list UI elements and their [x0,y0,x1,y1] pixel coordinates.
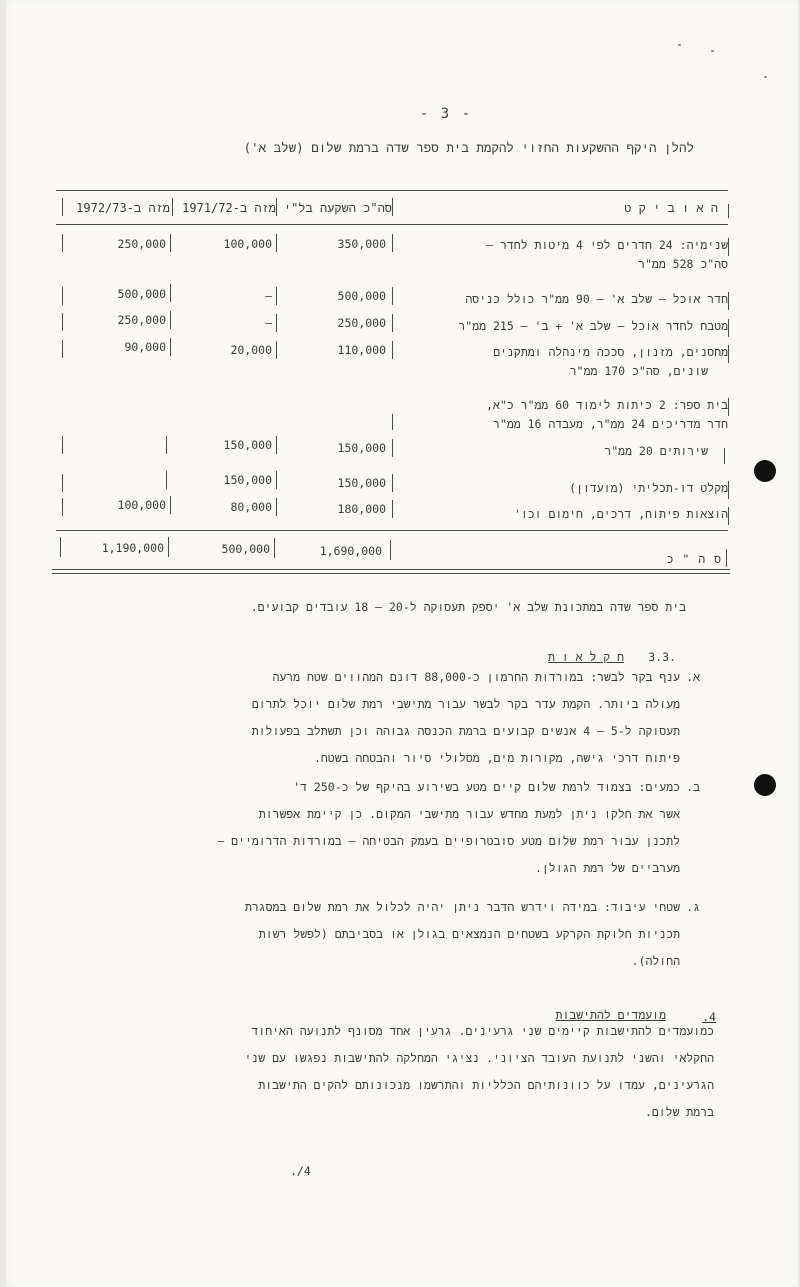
cell-bar [62,234,63,252]
column-divider [728,204,729,218]
section-title: ח ק ל א ו ת [547,650,624,664]
paragraph-line: החקלאי והשני לתנועת העובד הציוני. נציגי המחלקה להתישבות נפגשו עם שני [244,1051,714,1065]
cell-bar [276,287,277,305]
cell-1972: 90,000 [124,340,166,354]
cell-bar [392,341,393,359]
row-bar [724,448,725,464]
paragraph-line: ברמת שלום. [644,1105,714,1119]
cell-bar [166,436,167,454]
item-letter: ג. [686,900,700,914]
cell-bar [392,314,393,332]
column-divider [172,198,173,216]
cell-bar [62,313,63,331]
table-bottom-rule-double [52,573,730,574]
row-description-line: מטבח לחדר אוכל – שלב א' + ב' – 215 ממ"ר [458,319,728,333]
totals-label: ס ה " כ [666,552,722,566]
cell-total: 250,000 [337,316,386,330]
column-divider [276,198,277,216]
row-description [406,236,728,274]
cell-bar [60,537,61,557]
table-heading: להלן היקף ההשקעות החזוי להקמת בית ספר שדה ברמת שלום (שלב א') [243,140,694,155]
cell-bar [392,439,393,457]
cell-bar [170,234,171,252]
cell-1972: 100,000 [117,498,166,512]
row-bar [726,549,727,567]
cell-1971: 80,000 [230,500,272,514]
row-description-line: מחסנים, מזנון, סככה מינהלה ומתקנים [493,345,728,359]
cell-total: 150,000 [337,476,386,490]
cell-bar [170,338,171,356]
paragraph-line: תכניות חלוקת הקרקע בשטחים הנמצאים בגולן או בסביבתם (לפשל רשות [258,927,680,941]
paragraph-line: אשר את חלקו ניתן למעת מחדש עבור מתישבי המקום. כן קיימת אפשרות [258,807,680,821]
paragraph-line: החולה). [631,954,680,968]
employment-note: בית ספר שדה במתכונת שלב א' יספק תעסוקה ל-20 – 18 עובדים קבועים. [250,600,686,614]
binder-hole [754,460,776,482]
continuation-marker: ./4 [290,1164,311,1178]
paragraph-line: ענף בקר לבשר: במורדות החרמון כ-88,000 דונם המהווים שטח מרעה [272,670,680,684]
paragraph-line: תעסוקה ל-5 – 4 אנשים קבועים ברמת הכנסה גבוהה וכן תשתלב בפעולות [251,724,680,738]
paragraph-line: לתכנן עבור רמת שלום מטע סובטרופיים בעמק הבטיחה – במורדות הדרומיים – [217,834,680,848]
cell-1971: 150,000 [223,438,272,452]
total-1971: 500,000 [221,542,270,556]
cell-bar [170,496,171,514]
paragraph-line: שטחי עיבוד: במידה וידרש הדבר ניתן יהיה לכלול את רמת שלום במסגרת [244,900,680,914]
cell-bar [62,498,63,516]
cell-1971: 20,000 [230,343,272,357]
cell-1972: 250,000 [117,313,166,327]
cell-bar [166,471,167,489]
scan-speck [764,76,767,78]
row-bar [728,481,729,499]
cell-bar [276,341,277,359]
row-description-line: שנימיה: 24 חדרים לפי 4 מיטות לחדר – [486,238,728,252]
cell-bar [276,436,277,454]
row-description [406,343,728,381]
header-bottom-rule [56,224,728,225]
table-top-rule [56,190,728,191]
cell-1972: 250,000 [117,237,166,251]
row-description-line: חדר מדריכים 24 ממ"ר, מעבדה 16 ממ"ר [493,417,728,431]
paragraph-line: מערביים של רמת הגולן. [534,861,680,875]
row-bar [728,319,729,337]
row-description-line: שירותים 20 ממ"ר [604,444,708,458]
list-item [106,664,700,772]
cell-bar [170,284,171,302]
section-title: מועמדים להתישבות [555,1008,666,1022]
row-description-line: הוצאות פיתוח, דרכים, חימום וכו' [513,507,728,521]
cell-bar [392,287,393,305]
cell-bar [392,500,393,518]
cell-bar [276,498,277,516]
list-item [116,894,700,975]
page-number: - 3 - [419,106,473,122]
cell-total: 350,000 [337,237,386,251]
cell-bar [62,474,63,492]
row-description-line: סה"כ 528 ממ"ר [638,257,728,271]
total-1972: 1,190,000 [101,541,164,555]
paragraph-line: הגרעינים, עמדו על כוונותיהם הכלליות והתרשמו מנכונותם להקים התישבות [258,1078,714,1092]
cell-bar [276,234,277,252]
row-bar [728,398,729,416]
section-paragraph [126,1018,714,1126]
paragraph-line: כמעים: בצמוד לרמת שלום קיים מטע בשירוע בהיקף של כ-250 ד' [293,780,680,794]
column-divider [62,198,63,216]
section-number: 4. [702,1010,716,1024]
cell-bar [170,311,171,329]
table-bottom-rule [52,569,730,570]
row-bar [728,292,729,310]
cell-total: 180,000 [337,502,386,516]
row-description [406,442,708,461]
header-1971: מזה ב-1971/72 [182,201,276,215]
cell-bar [62,340,63,358]
row-description-line: שונים, סה"כ 170 ממ"ר [569,364,708,378]
cell-total: 500,000 [337,289,386,303]
list-item [96,774,700,882]
totals-top-rule [56,530,728,531]
row-bar [728,238,729,256]
scan-speck [711,50,714,52]
paragraph-line: מעולה ביותר. הקמת עדר בקר לבשר עבור מתישבי רמת שלום יוכל לתרום [251,697,680,711]
row-bar [728,345,729,363]
section-number: .3.3 [648,650,676,664]
cell-1971: 100,000 [223,237,272,251]
cell-bar [274,538,275,558]
row-bar [728,507,729,525]
document-page [6,0,798,1287]
cell-bar [62,436,63,454]
paragraph-line: פיתוח דרכי גישה, מקורות מים, מסלולי סיור והבטחה בשטח. [313,751,680,765]
cell-1971: – [265,316,272,330]
item-letter: ב. [686,780,700,794]
row-description [406,479,728,498]
column-divider [392,198,393,216]
paragraph-line: כמועמדים להתישבות קיימים שני גרעינים. גרעין אחד מסונף לתנועה האיחוד [251,1024,714,1038]
header-1972: מזה ב-1972/73 [76,201,170,215]
header-total: סה"כ השקעה בל"י [283,201,392,215]
row-description [406,505,728,524]
row-description [406,290,728,309]
cell-bar [392,474,393,492]
cell-bar [276,314,277,332]
cell-1971: – [265,289,272,303]
cell-total: 150,000 [337,441,386,455]
binder-hole [754,774,776,796]
total-total: 1,690,000 [319,544,382,558]
scan-speck [678,44,681,46]
cell-bar [276,471,277,489]
row-description-line: מקלט דו-תכליתי (מועדון) [569,481,728,495]
cell-bar [392,234,393,252]
row-description-line: חדר אוכל – שלב א' – 90 ממ"ר כולל כניסה [465,292,728,306]
cell-1972: 500,000 [117,287,166,301]
header-description: ה א ו ב י ק ט [624,201,718,215]
cell-total: 110,000 [337,343,386,357]
cell-1971: 150,000 [223,473,272,487]
row-description [406,317,728,336]
cell-bar [392,414,393,430]
row-description [390,396,728,434]
row-description-line: בית ספר: 2 כיתות לימוד 60 ממ"ר כ"א, [486,398,728,412]
cell-bar [168,537,169,557]
item-letter: א. [686,670,700,684]
cell-bar [390,540,391,560]
cell-bar [62,287,63,305]
